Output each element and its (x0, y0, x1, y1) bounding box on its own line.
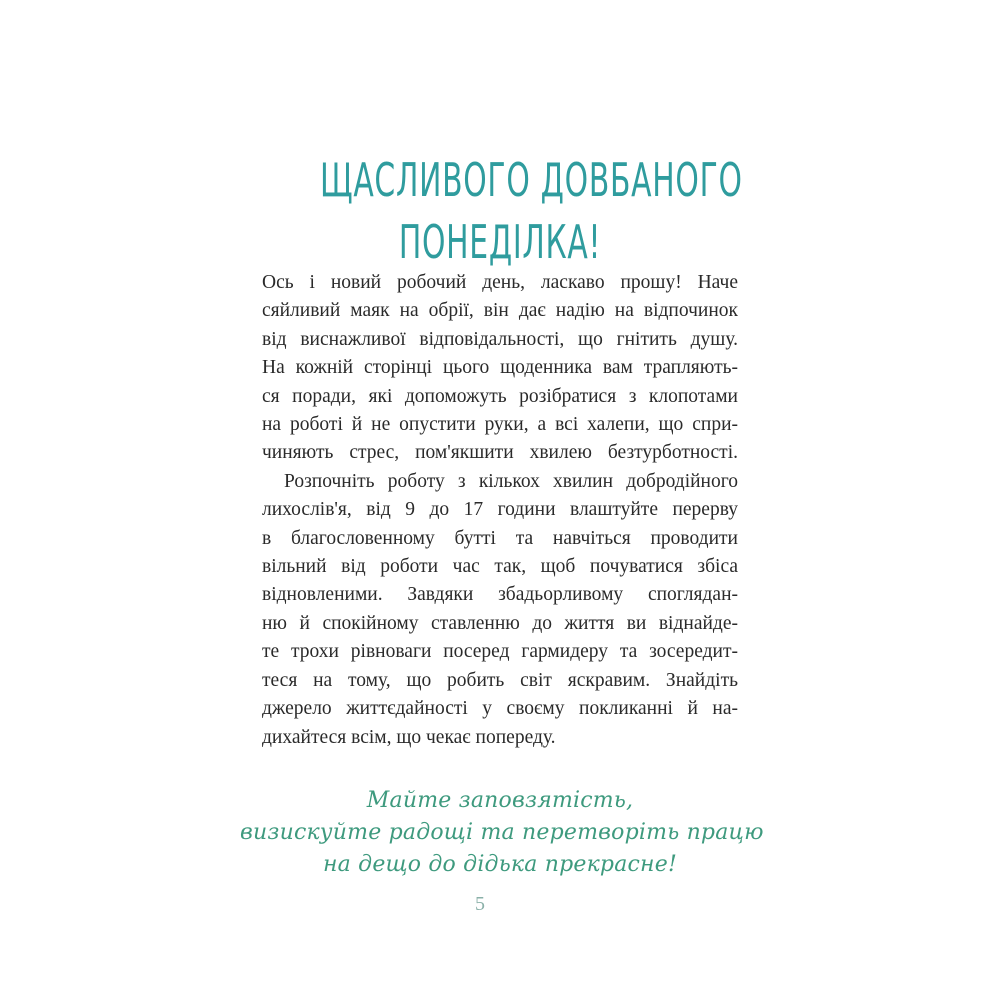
text-line: джерело життєдайності у своєму покликанні й на- (262, 698, 738, 720)
text-line: від виснажливої відповідальності, що гнітить душу. (262, 328, 738, 350)
text-line: відновленими. Завдяки збадьорливому споглядан- (262, 584, 738, 606)
text-line: теся на тому, що робить світ яскравим. Знайдіть (262, 669, 738, 691)
text-line: На кожній сторінці цього щоденника вам трапляють- (262, 357, 738, 379)
page-number: 5 (475, 893, 485, 915)
text-line: Розпочніть роботу з кількох хвилин добродійного (284, 470, 738, 492)
text-line: чиняють стрес, пом'якшити хвилею безтурботності. (262, 442, 738, 464)
closing-quote (240, 785, 764, 881)
title-line-1: ЩАСЛИВОГО ДОВБАНОГО (320, 152, 743, 207)
text-line: в благословенному бутті та навчіться проводити (262, 527, 738, 549)
text-line: сяйливий маяк на обрії, він дає надію на відпочинок (262, 300, 738, 322)
quote-line-2: визискуйте радощі та перетворіть працю (240, 820, 764, 845)
text-line: дихайтеся всім, що чекає попереду. (262, 726, 556, 748)
quote-line-3: на дещо до дідька прекрасне! (322, 852, 678, 877)
text-line: те трохи рівноваги посеред гармидеру та зосередит- (262, 641, 738, 663)
text-line: ню й спокійному ставленню до життя ви віднайде- (262, 612, 738, 634)
title-line-2: ПОНЕДІЛКА! (398, 214, 602, 269)
text-line: на роботі й не опустити руки, а всі халепи, що спри- (262, 414, 738, 436)
text-line: лихослів'я, від 9 до 17 години влаштуйте перерву (262, 499, 738, 521)
text-line: Ось і новий робочий день, ласкаво прошу! Наче (262, 272, 738, 293)
page-title (320, 149, 743, 273)
quote-line-1: Майте заповзятість, (366, 788, 634, 813)
text-line: ся поради, які допоможуть розібратися з клопотами (262, 385, 738, 407)
text-line: вільний від роботи час так, щоб почуватися збіса (262, 556, 738, 578)
body-text (262, 269, 738, 752)
paragraph-2 (262, 468, 738, 752)
paragraph-1 (262, 269, 738, 468)
